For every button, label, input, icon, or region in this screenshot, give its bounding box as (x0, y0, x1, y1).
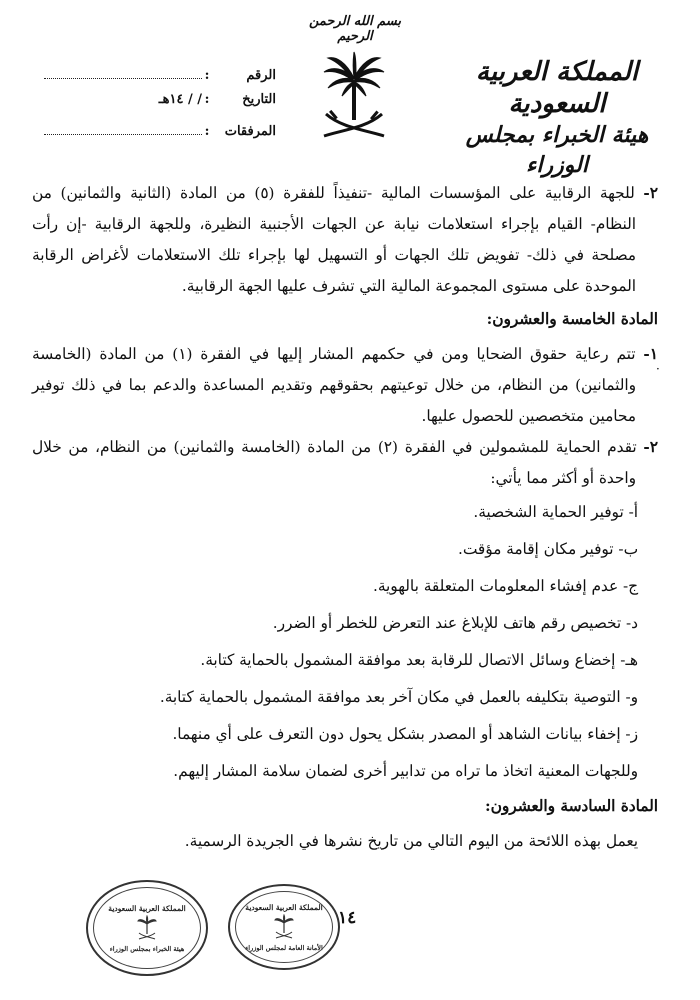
date-label: التاريخ (242, 92, 276, 107)
paragraph-text: تقدم الحماية للمشمولين في الفقرة (٢) من المادة (الخامسة والثمانين) من النظام، من خلال واحدة أو أكثر مما يأتي: (32, 438, 637, 487)
dot-mark-icon: · (656, 362, 660, 376)
palm-swords-emblem-icon (274, 914, 294, 940)
list-item: د- تخصيص رقم هاتف للإبلاغ عند التعرض للخطر أو الضرر. (272, 614, 638, 632)
page-number: ١٤ (338, 908, 357, 928)
paragraph-number: ٢- (643, 184, 658, 202)
ref-number-row: الرقم : (40, 64, 276, 92)
paragraph-item-2 (32, 178, 658, 302)
article-26-paragraph: يعمل بهذه اللائحة من اليوم التالي من تاريخ نشرها في الجريدة الرسمية. (184, 832, 638, 850)
palm-swords-emblem-icon (318, 50, 390, 146)
list-item: ج- عدم إفشاء المعلومات المتعلقة بالهوية. (372, 577, 638, 595)
article-25-paragraph-2 (32, 432, 658, 494)
seal-bottom-text: هيئة الخبراء بمجلس الوزراء (109, 944, 185, 953)
list-item: هـ- إخضاع وسائل الاتصال للرقابة بعد موافقة المشمول بالحماية كتابة. (200, 651, 638, 669)
document-body (32, 178, 658, 863)
date-row: التاريخ : / / ١٤هـ (40, 92, 276, 120)
basmala: بسم الله الرحمن الرحيم (309, 14, 401, 44)
paragraph-number: ١- (643, 345, 658, 363)
attachments-row: المرفقات : (40, 120, 276, 148)
org-line-2: هيئة الخبراء بمجلس الوزراء (465, 122, 649, 178)
list-item: أ- توفير الحماية الشخصية. (473, 503, 638, 521)
list-item: ب- توفير مكان إقامة مؤقت. (458, 540, 638, 558)
seal-top-text: المملكة العربية السعودية (245, 902, 323, 912)
paragraph-text: للجهة الرقابية على المؤسسات المالية -تنفيذاً للفقرة (٥) من المادة (الثانية والثمانين) من النظام- القيام بإجراء استعلامات نيابة عن الجهات الأجنبية النظيرة، وللجهة الرقابية -إن رأت مصلحة في ذلك- تفويض تلك الجهات أو التسهيل لها بإجراء تلك الاستعلامات لأغراض الرقابة الموحدة على مستوى المجموعة المالية التي تشرف عليها الجهة الرقابية. (32, 184, 636, 295)
ref-number-blank (44, 64, 202, 79)
official-seal-left (86, 880, 208, 976)
seal-bottom-text: الأمانة العامة لمجلس الوزراء (245, 943, 323, 952)
ref-number-label: الرقم (246, 68, 276, 83)
seal-top-text: المملكة العربية السعودية (108, 903, 186, 913)
closing-paragraph: وللجهات المعنية اتخاذ ما تراه من تدابير أخرى لضمان سلامة المشار إليهم. (173, 762, 638, 780)
list-item: و- التوصية بتكليفه بالعمل في مكان آخر بعد موافقة المشمول بالحماية كتابة. (159, 688, 638, 706)
article-25-heading: المادة الخامسة والعشرون: (486, 310, 658, 328)
attachments-blank (44, 120, 202, 135)
organization-title (432, 56, 682, 180)
article-26-heading: المادة السادسة والعشرون: (485, 797, 658, 815)
official-seal-right (228, 884, 340, 970)
reference-fields (40, 64, 276, 148)
paragraph-text: تتم رعاية حقوق الضحايا ومن في حكمهم المشار إليها في الفقرة (١) من المادة (الخامسة والثمانين) من النظام، من خلال توعيتهم بحقوقهم وتقديم المساعدة والدعم بما في ذلك توفير محامين متخصصين للحصول عليها. (32, 345, 636, 425)
palm-swords-emblem-icon (137, 915, 157, 941)
attachments-label: المرفقات (224, 124, 276, 139)
list-item: ز- إخفاء بيانات الشاهد أو المصدر بشكل يحول دون التعرف على أي منهما. (172, 725, 638, 743)
org-line-1: المملكة العربية السعودية (475, 57, 639, 119)
paragraph-number: ٢- (643, 438, 658, 456)
article-25-paragraph-1 (32, 339, 658, 432)
date-format: / / ١٤هـ (158, 92, 202, 107)
